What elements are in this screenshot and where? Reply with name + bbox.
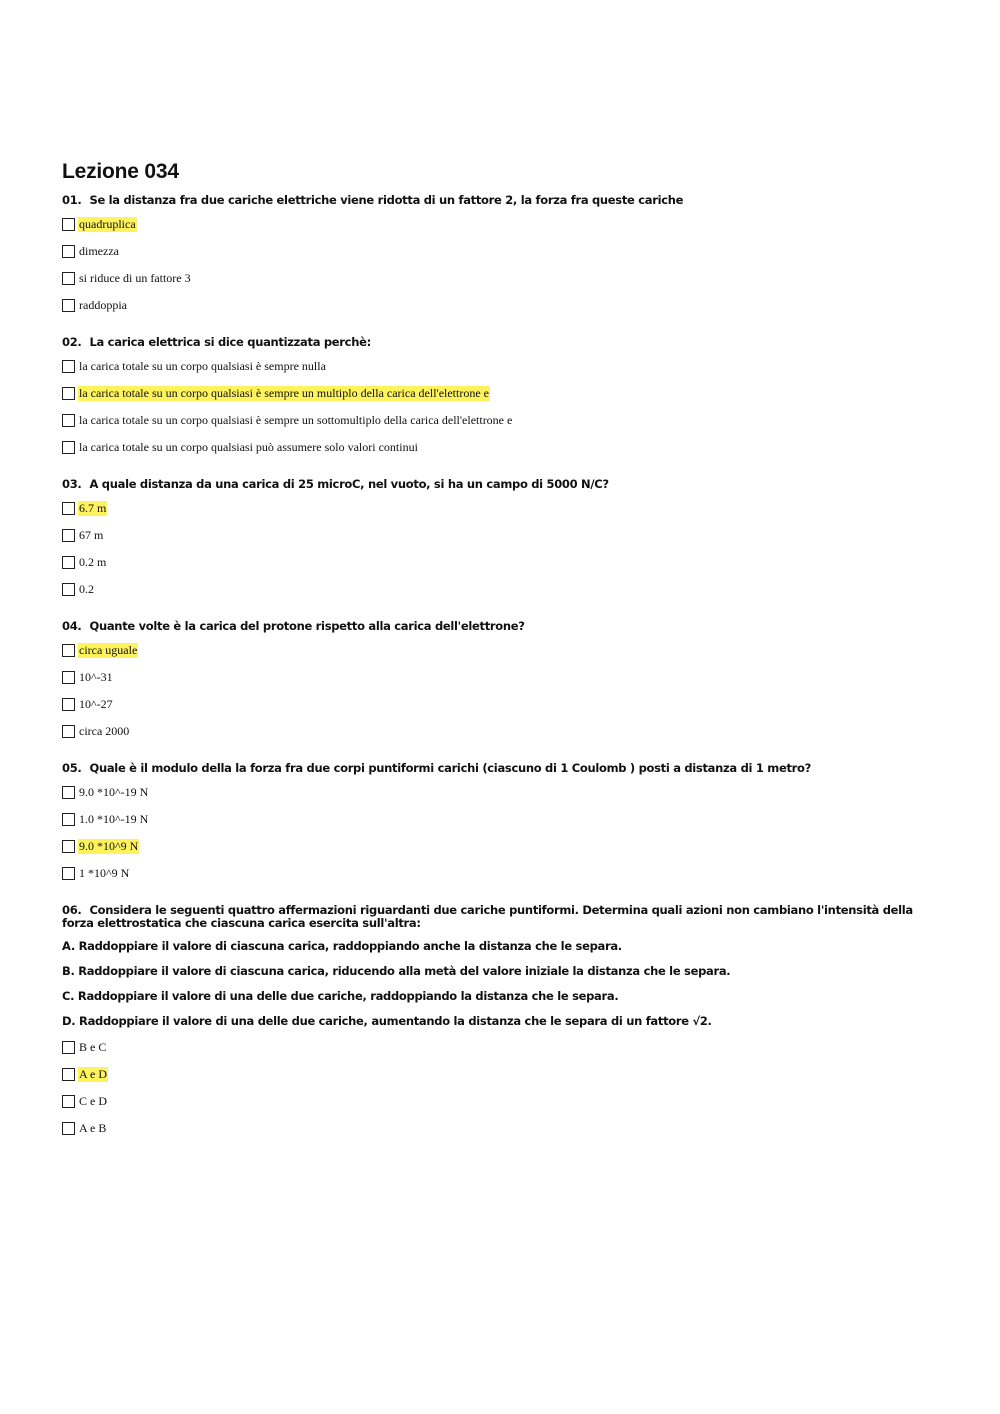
checkbox[interactable] xyxy=(62,644,75,657)
checkbox[interactable] xyxy=(62,299,75,312)
checkbox[interactable] xyxy=(62,360,75,373)
option-item[interactable] xyxy=(62,527,942,544)
question-02 xyxy=(62,336,942,456)
option-item[interactable] xyxy=(62,297,942,314)
checkbox[interactable] xyxy=(62,813,75,826)
option-label: 10^-27 xyxy=(79,697,113,711)
question-text xyxy=(62,194,942,207)
option-item[interactable] xyxy=(62,642,942,659)
option-item[interactable] xyxy=(62,1066,942,1083)
question-number: 04. xyxy=(62,619,82,633)
option-item[interactable] xyxy=(62,838,942,855)
question-number: 03. xyxy=(62,477,82,491)
checkbox[interactable] xyxy=(62,502,75,515)
page-title: Lezione 034 xyxy=(62,160,179,183)
question-number: 06. xyxy=(62,903,82,917)
question-03 xyxy=(62,478,942,598)
option-item[interactable] xyxy=(62,243,942,260)
checkbox[interactable] xyxy=(62,387,75,400)
checkbox[interactable] xyxy=(62,786,75,799)
question-06 xyxy=(62,904,942,1137)
checkbox[interactable] xyxy=(62,583,75,596)
question-prompt: Se la distanza fra due cariche elettriche viene ridotta di un fattore 2, la forza fra queste cariche xyxy=(89,193,684,207)
question-prompt: Considera le seguenti quattro affermazioni riguardanti due cariche puntiformi. Determina quali azioni non cambiano l'intensità della forza elettrostatica che ciascuna carica esercita sull'altra: xyxy=(62,903,913,930)
option-item[interactable] xyxy=(62,439,942,456)
option-label: 1 *10^9 N xyxy=(79,866,130,880)
option-item[interactable] xyxy=(62,385,942,402)
checkbox[interactable] xyxy=(62,867,75,880)
question-04 xyxy=(62,620,942,740)
question-text xyxy=(62,762,942,775)
option-item[interactable] xyxy=(62,270,942,287)
question-prompt: Quante volte è la carica del protone rispetto alla carica dell'elettrone? xyxy=(89,619,525,633)
option-label: raddoppia xyxy=(79,298,127,312)
option-item[interactable] xyxy=(62,554,942,571)
checkbox[interactable] xyxy=(62,441,75,454)
option-item[interactable] xyxy=(62,581,942,598)
statement-d: D. Raddoppiare il valore di una delle due cariche, aumentando la distanza che le separa di un fattore √2. xyxy=(62,1014,712,1028)
question-prompt: Quale è il modulo della la forza fra due corpi puntiformi carichi (ciascuno di 1 Coulomb ) posti a distanza di 1 metro? xyxy=(89,761,811,775)
question-number: 02. xyxy=(62,335,82,349)
checkbox[interactable] xyxy=(62,1041,75,1054)
option-label-correct: circa uguale xyxy=(79,643,138,657)
option-label: la carica totale su un corpo qualsiasi è sempre un sottomultiplo della carica dell'elettrone e xyxy=(79,413,513,427)
checkbox[interactable] xyxy=(62,556,75,569)
option-label-correct: 6.7 m xyxy=(79,501,107,515)
option-label: 0.2 m xyxy=(79,555,107,569)
option-label: B e C xyxy=(79,1040,107,1054)
statement-a: A. Raddoppiare il valore di ciascuna carica, raddoppiando anche la distanza che le separa. xyxy=(62,939,622,953)
checkbox[interactable] xyxy=(62,272,75,285)
checkbox[interactable] xyxy=(62,1068,75,1081)
checkbox[interactable] xyxy=(62,698,75,711)
statement-b: B. Raddoppiare il valore di ciascuna carica, riducendo alla metà del valore iniziale la distanza che le separa. xyxy=(62,964,731,978)
option-item[interactable] xyxy=(62,811,942,828)
question-text xyxy=(62,620,942,633)
option-item[interactable] xyxy=(62,723,942,740)
option-label: 0.2 xyxy=(79,582,94,596)
checkbox[interactable] xyxy=(62,529,75,542)
option-label: dimezza xyxy=(79,244,119,258)
checkbox[interactable] xyxy=(62,245,75,258)
option-label: C e D xyxy=(79,1094,107,1108)
question-number: 01. xyxy=(62,193,82,207)
option-item[interactable] xyxy=(62,1039,942,1056)
option-label-correct: quadruplica xyxy=(79,217,136,231)
option-label: la carica totale su un corpo qualsiasi può assumere solo valori continui xyxy=(79,440,418,454)
question-text xyxy=(62,336,942,349)
option-item[interactable] xyxy=(62,669,942,686)
checkbox[interactable] xyxy=(62,671,75,684)
option-item[interactable] xyxy=(62,696,942,713)
option-item[interactable] xyxy=(62,358,942,375)
option-label: 1.0 *10^-19 N xyxy=(79,812,149,826)
question-text xyxy=(62,904,942,930)
option-label-correct: la carica totale su un corpo qualsiasi è sempre un multiplo della carica dell'elettrone e xyxy=(79,386,489,400)
option-label-correct: 9.0 *10^9 N xyxy=(79,839,139,853)
option-item[interactable] xyxy=(62,1120,942,1137)
checkbox[interactable] xyxy=(62,1095,75,1108)
option-item[interactable] xyxy=(62,412,942,429)
option-item[interactable] xyxy=(62,865,942,882)
checkbox[interactable] xyxy=(62,414,75,427)
option-label: A e B xyxy=(79,1121,107,1135)
checkbox[interactable] xyxy=(62,725,75,738)
statement-c: C. Raddoppiare il valore di una delle due cariche, raddoppiando la distanza che le separa. xyxy=(62,989,619,1003)
option-label: circa 2000 xyxy=(79,724,130,738)
question-prompt: La carica elettrica si dice quantizzata perchè: xyxy=(89,335,371,349)
quiz-page xyxy=(62,160,942,1159)
question-05 xyxy=(62,762,942,882)
question-01 xyxy=(62,194,942,314)
option-item[interactable] xyxy=(62,784,942,801)
checkbox[interactable] xyxy=(62,840,75,853)
option-item[interactable] xyxy=(62,1093,942,1110)
option-item[interactable] xyxy=(62,500,942,517)
question-prompt: A quale distanza da una carica di 25 microC, nel vuoto, si ha un campo di 5000 N/C? xyxy=(89,477,609,491)
checkbox[interactable] xyxy=(62,1122,75,1135)
question-number: 05. xyxy=(62,761,82,775)
option-label: 9.0 *10^-19 N xyxy=(79,785,149,799)
option-label: 10^-31 xyxy=(79,670,113,684)
option-label-correct: A e D xyxy=(79,1067,107,1081)
option-label: la carica totale su un corpo qualsiasi è sempre nulla xyxy=(79,359,326,373)
checkbox[interactable] xyxy=(62,218,75,231)
question-text xyxy=(62,478,942,491)
option-label: 67 m xyxy=(79,528,104,542)
option-label: si riduce di un fattore 3 xyxy=(79,271,191,285)
option-item[interactable] xyxy=(62,216,942,233)
